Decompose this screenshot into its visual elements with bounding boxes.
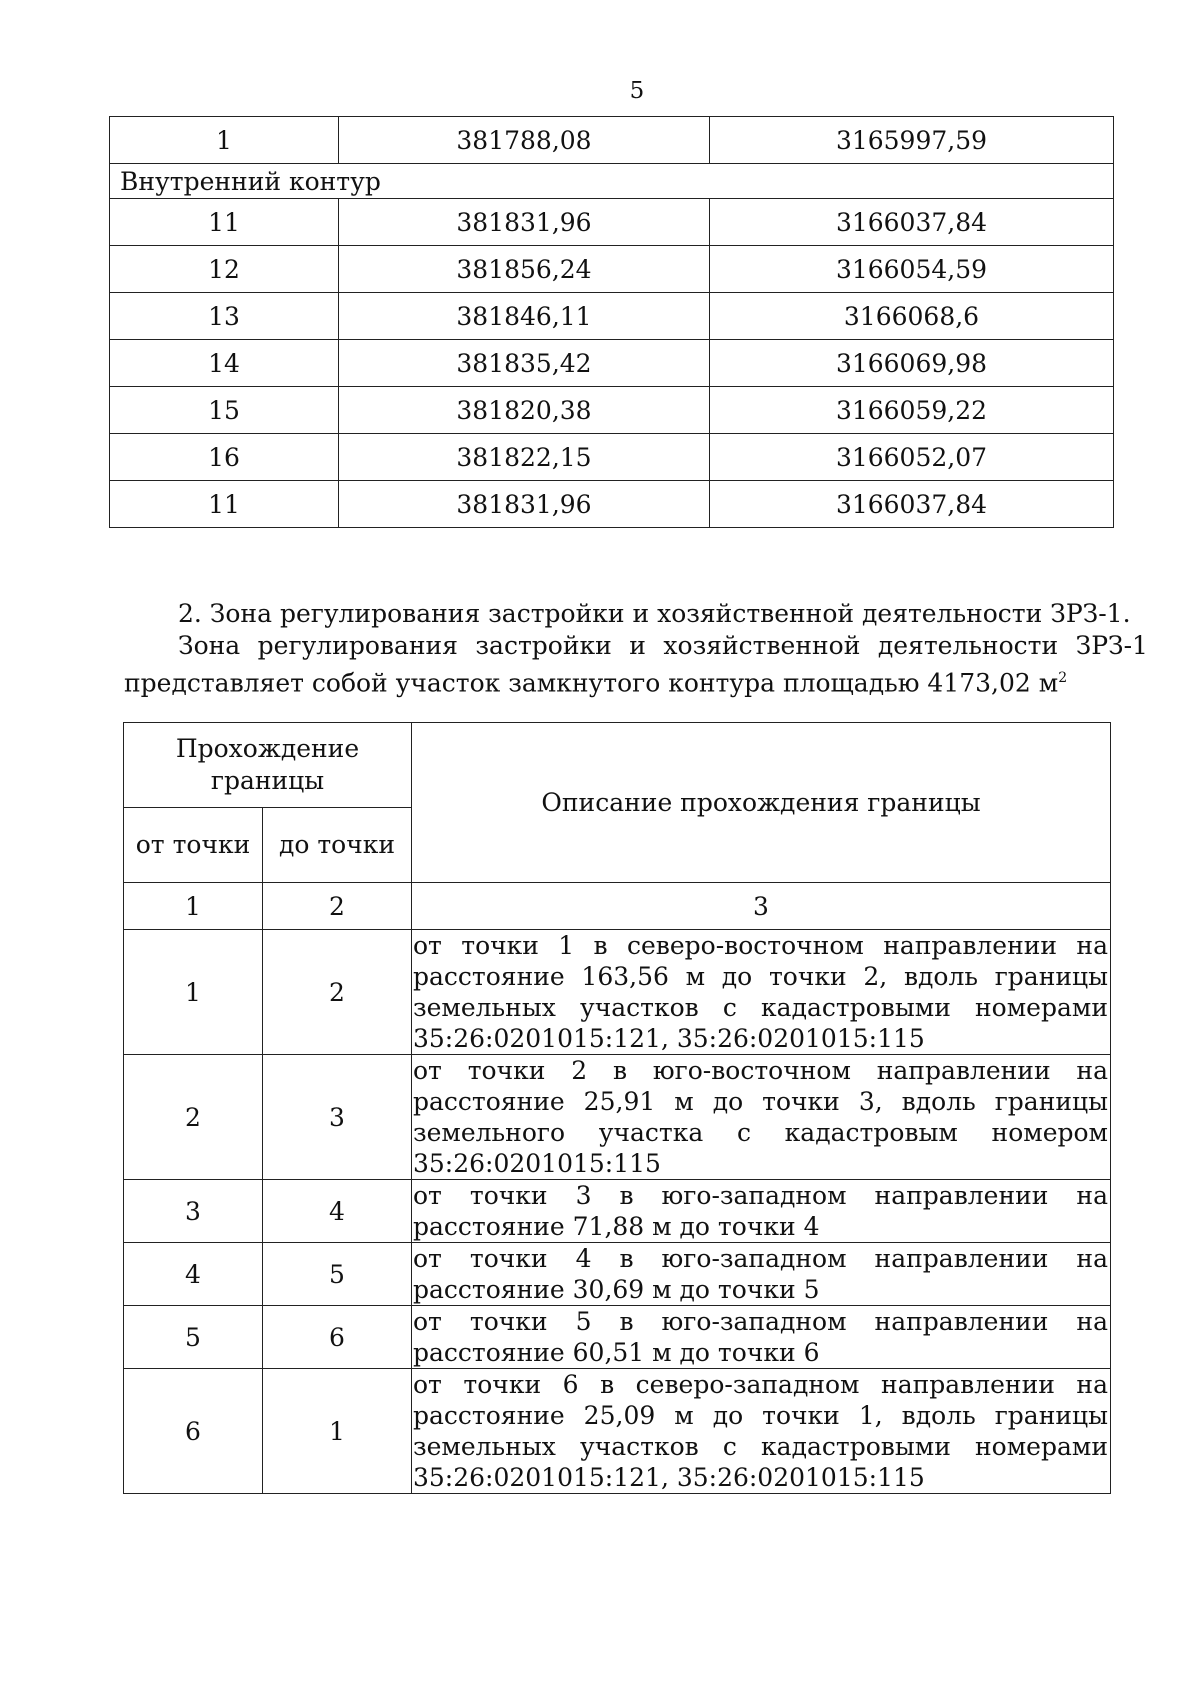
table-row xyxy=(110,117,1114,164)
from-point-cell: 4 xyxy=(124,1243,263,1306)
header-row xyxy=(124,723,1111,808)
y-coordinate-cell: 3166059,22 xyxy=(710,387,1114,434)
x-coordinate-cell: 381835,42 xyxy=(339,340,710,387)
header-boundary-passage: Прохождение границы xyxy=(124,723,412,808)
text-word: застройки xyxy=(475,631,612,660)
area-text: представляет собой участок замкнутого контура площадью 4173,02 м xyxy=(124,668,1059,698)
y-coordinate-cell: 3166054,59 xyxy=(710,246,1114,293)
to-point-cell: 2 xyxy=(263,930,412,1055)
point-cell: 12 xyxy=(110,246,339,293)
point-cell: 15 xyxy=(110,387,339,434)
to-point-cell: 4 xyxy=(263,1180,412,1243)
point-cell: 13 xyxy=(110,293,339,340)
text-word: Зона xyxy=(178,631,241,660)
table-row xyxy=(110,246,1114,293)
y-coordinate-cell: 3166037,84 xyxy=(710,199,1114,246)
section-text-line-2 xyxy=(178,630,1148,662)
header-from-point: от точки xyxy=(124,808,263,883)
coordinates-table xyxy=(109,116,1114,528)
x-coordinate-cell: 381788,08 xyxy=(339,117,710,164)
section-heading: 2. Зона регулирования застройки и хозяйственной деятельности ЗРЗ-1. xyxy=(178,599,1131,628)
table-row xyxy=(110,387,1114,434)
text-word: хозяйственной xyxy=(663,631,861,660)
point-cell: 11 xyxy=(110,199,339,246)
from-point-cell: 6 xyxy=(124,1369,263,1494)
table-row xyxy=(124,930,1111,1055)
column-number: 2 xyxy=(263,883,412,930)
section-row xyxy=(110,164,1114,199)
from-point-cell: 1 xyxy=(124,930,263,1055)
description-cell: от точки 2 в юго-восточном направлении на расстояние 25,91 м до точки 3, вдоль границы земельного участка с кадастровым номером 35:26:0201015:115 xyxy=(412,1055,1111,1180)
table-row xyxy=(110,293,1114,340)
x-coordinate-cell: 381831,96 xyxy=(339,199,710,246)
text-word: ЗРЗ-1 xyxy=(1075,631,1148,660)
y-coordinate-cell: 3166037,84 xyxy=(710,481,1114,528)
description-cell: от точки 4 в юго-западном направлении на расстояние 30,69 м до точки 5 xyxy=(412,1243,1111,1306)
from-point-cell: 5 xyxy=(124,1306,263,1369)
point-cell: 16 xyxy=(110,434,339,481)
section-text-line-3 xyxy=(124,662,1067,699)
text-word: регулирования xyxy=(257,631,458,660)
table-row xyxy=(110,340,1114,387)
table-row xyxy=(110,434,1114,481)
x-coordinate-cell: 381856,24 xyxy=(339,246,710,293)
page-number: 5 xyxy=(629,78,645,104)
column-number: 1 xyxy=(124,883,263,930)
table-row xyxy=(124,1243,1111,1306)
point-cell: 1 xyxy=(110,117,339,164)
header-description: Описание прохождения границы xyxy=(412,723,1111,883)
description-cell: от точки 5 в юго-западном направлении на расстояние 60,51 м до точки 6 xyxy=(412,1306,1111,1369)
column-number-row xyxy=(124,883,1111,930)
boundary-table xyxy=(123,722,1111,1494)
header-to-point: до точки xyxy=(263,808,412,883)
to-point-cell: 3 xyxy=(263,1055,412,1180)
description-cell: от точки 1 в северо-восточном направлении на расстояние 163,56 м до точки 2, вдоль границы земельных участков с кадастровыми номерами 35:26:0201015:121, 35:26:0201015:115 xyxy=(412,930,1111,1055)
description-cell: от точки 6 в северо-западном направлении на расстояние 25,09 м до точки 1, вдоль границы земельных участков с кадастровыми номерами 35:26:0201015:121, 35:26:0201015:115 xyxy=(412,1369,1111,1494)
x-coordinate-cell: 381820,38 xyxy=(339,387,710,434)
x-coordinate-cell: 381822,15 xyxy=(339,434,710,481)
table-row xyxy=(124,1180,1111,1243)
x-coordinate-cell: 381846,11 xyxy=(339,293,710,340)
text-word: деятельности xyxy=(877,631,1059,660)
y-coordinate-cell: 3166069,98 xyxy=(710,340,1114,387)
point-cell: 11 xyxy=(110,481,339,528)
table-row xyxy=(124,1369,1111,1494)
table-row xyxy=(110,199,1114,246)
y-coordinate-cell: 3166068,6 xyxy=(710,293,1114,340)
from-point-cell: 3 xyxy=(124,1180,263,1243)
to-point-cell: 5 xyxy=(263,1243,412,1306)
from-point-cell: 2 xyxy=(124,1055,263,1180)
y-coordinate-cell: 3166052,07 xyxy=(710,434,1114,481)
inner-contour-label: Внутренний контур xyxy=(110,164,1114,199)
text-word: и xyxy=(629,631,646,660)
table-row xyxy=(110,481,1114,528)
to-point-cell: 6 xyxy=(263,1306,412,1369)
description-cell: от точки 3 в юго-западном направлении на расстояние 71,88 м до точки 4 xyxy=(412,1180,1111,1243)
table-row xyxy=(124,1306,1111,1369)
column-number: 3 xyxy=(412,883,1111,930)
unit-superscript: 2 xyxy=(1058,670,1068,686)
x-coordinate-cell: 381831,96 xyxy=(339,481,710,528)
table-row xyxy=(124,1055,1111,1180)
y-coordinate-cell: 3165997,59 xyxy=(710,117,1114,164)
to-point-cell: 1 xyxy=(263,1369,412,1494)
point-cell: 14 xyxy=(110,340,339,387)
